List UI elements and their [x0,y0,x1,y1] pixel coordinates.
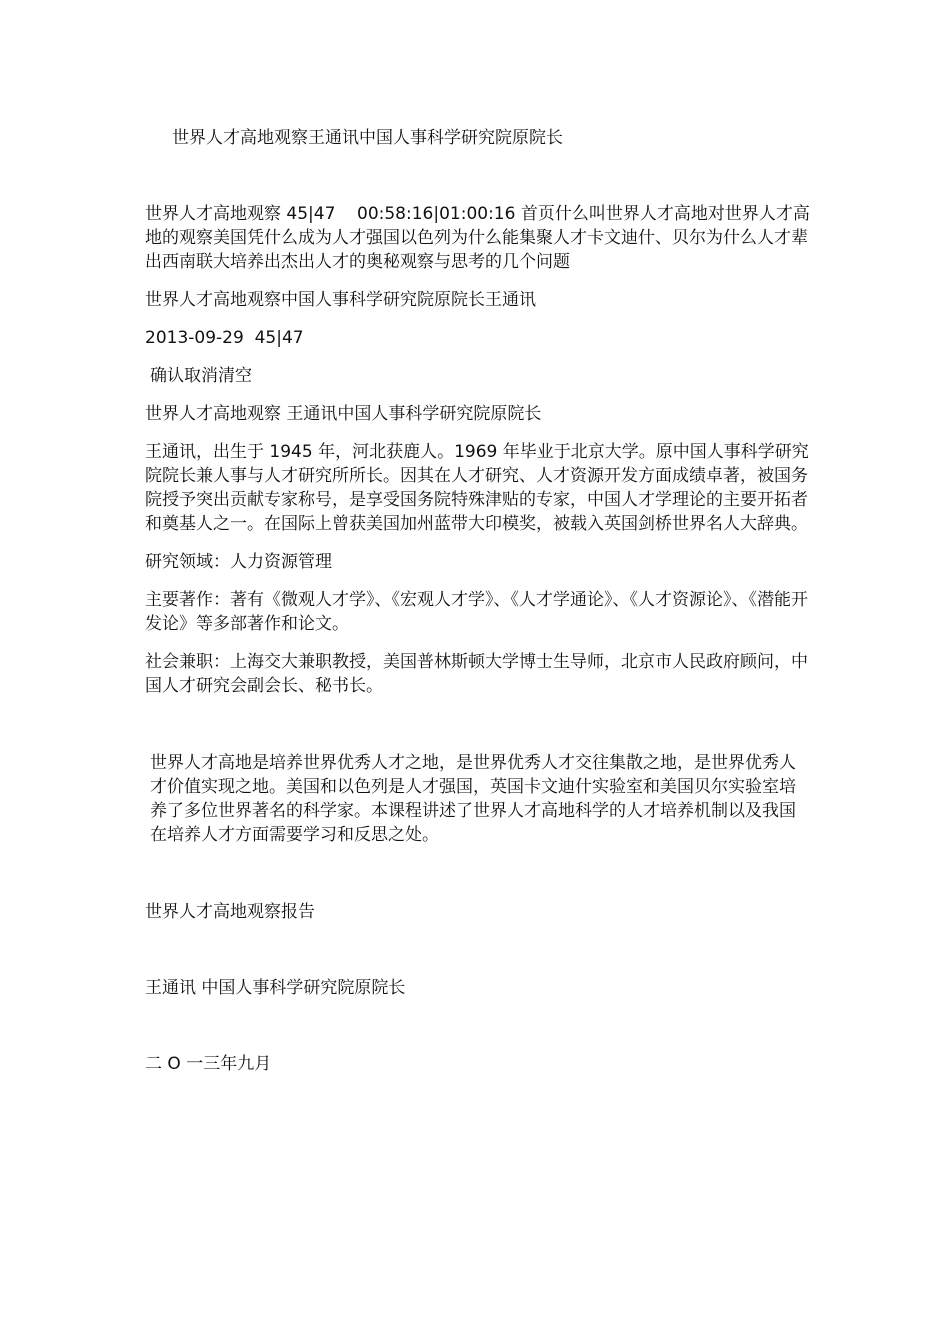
paragraph-author: 王通讯 中国人事科学研究院原院长 [145,978,406,998]
paragraph-actions-text: 确认取消清空 [150,366,252,386]
paragraph-course-subtitle: 世界人才高地观察中国人事科学研究院原院长王通讯 [145,290,536,310]
document-title: 世界人才高地观察王通讯中国人事科学研究院原院长 [172,128,563,148]
paragraph-report-title: 世界人才高地观察报告 [145,902,315,922]
paragraph-course-outline: 世界人才高地观察 45|47 00:58:16|01:00:16 首页什么叫世界人才高地对世界人才高地的观察美国凭什么成为人才强国以色列为什么能集聚人才卡文迪什、贝尔为什么人才辈出西南联大培养出杰出人才的奥秘观察与思考的几个问题 [145,204,810,272]
paragraph-report-date: 二 O 一三年九月 [145,1054,272,1074]
paragraph-course-summary: 世界人才高地是培养世界优秀人才之地，是世界优秀人才交往集散之地，是世界优秀人才价值实现之地。美国和以色列是人才强国，英国卡文迪什实验室和美国贝尔实验室培养了多位世界著名的科学家。本课程讲述了世界人才高地科学的人才培养机制以及我国在培养人才方面需要学习和反思之处。 [150,753,796,845]
paragraph-biography: 王通讯，出生于 1945 年，河北获鹿人。1969 年毕业于北京大学。原中国人事科学研究院院长兼人事与人才研究所所长。因其在人才研究、人才资源开发方面成绩卓著，被国务院授予突出贡献专家称号，是享受国务院特殊津贴的专家，中国人才学理论的主要开拓者和奠基人之一。在国际上曾获美国加州蓝带大印模奖，被载入英国剑桥世界名人大辞典。 [145,442,809,534]
paragraph-publications: 主要著作：著有《微观人才学》、《宏观人才学》、《人才学通论》、《人才资源论》、《潜能开发论》等多部著作和论文。 [145,590,808,634]
paragraph-social-positions: 社会兼职：上海交大兼职教授，美国普林斯顿大学博士生导师，北京市人民政府顾问，中国人才研究会副会长、秘书长。 [145,652,808,696]
paragraph-heading: 世界人才高地观察 王通讯中国人事科学研究院原院长 [145,404,542,424]
paragraph-date: 2013-09-29 45|47 [145,328,304,348]
document-body [145,202,810,1076]
paragraph-research-field: 研究领域：人力资源管理 [145,552,332,572]
